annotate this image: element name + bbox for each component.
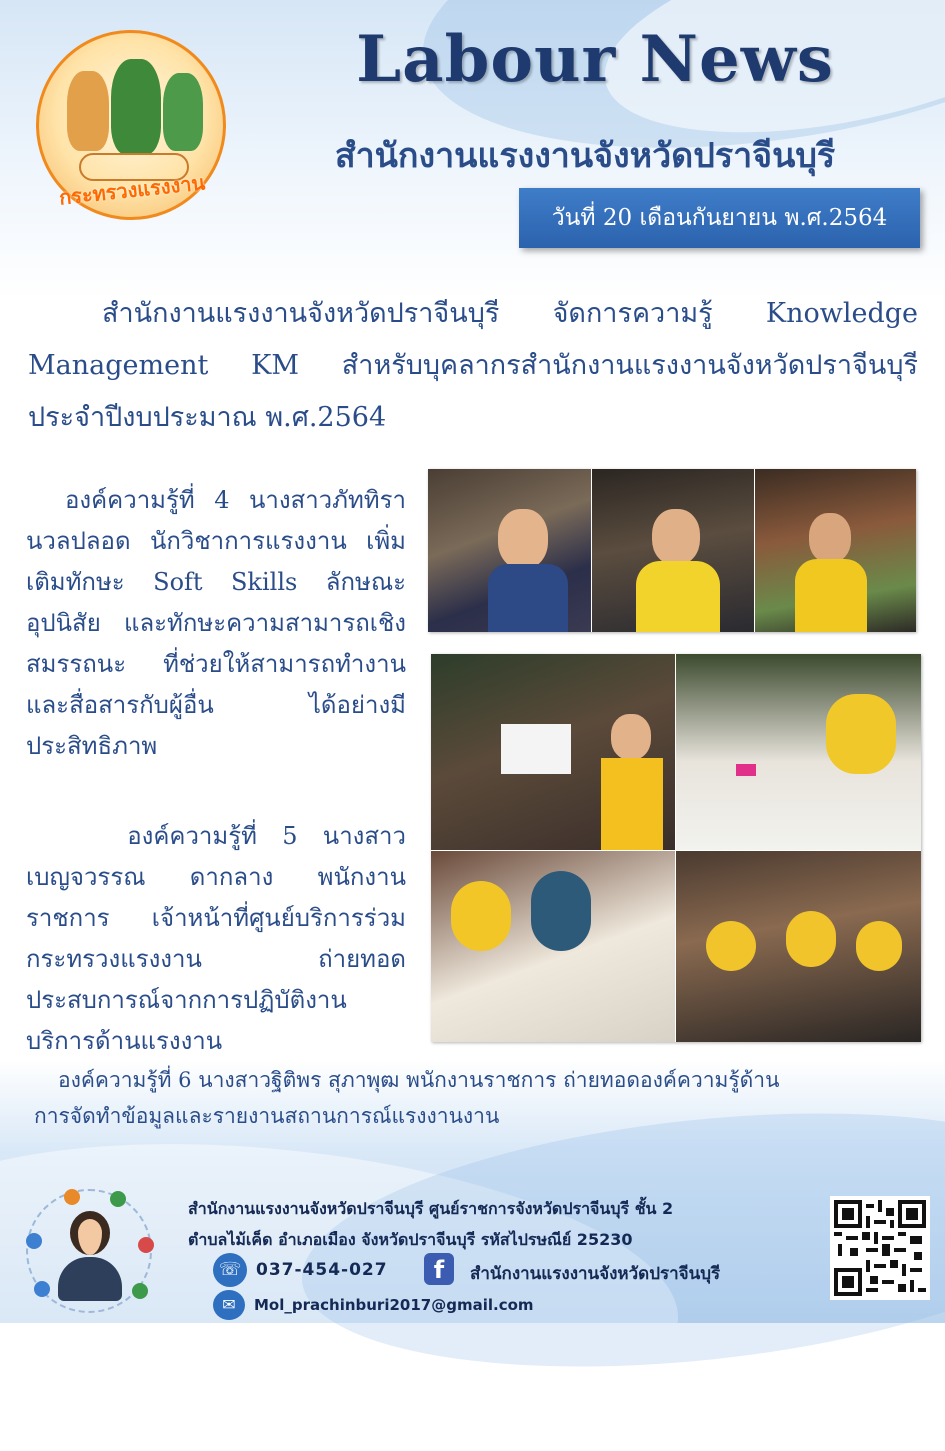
photo-group-presentation <box>431 654 675 850</box>
photo-collage-top <box>428 469 916 632</box>
clock-icon <box>34 1281 50 1297</box>
page-title: Labour News <box>356 22 834 97</box>
facebook-page-name[interactable]: สำนักงานแรงงานจังหวัดปราจีนบุรี <box>470 1264 721 1284</box>
km6-paragraph <box>34 1062 918 1134</box>
photo-speaker-3 <box>755 469 916 632</box>
photo-speaker-2 <box>592 469 754 632</box>
km6-text-line1: องค์ความรู้ที่ 6 นางสาวฐิติพร สุภาพุฒ พนักงานราชการ ถ่ายทอดองค์ความรู้ด้าน <box>58 1068 780 1092</box>
card-icon <box>138 1237 154 1253</box>
deity-figure-right <box>163 73 203 151</box>
phone-icon: ☏ <box>213 1253 247 1287</box>
chat-icon <box>26 1233 42 1249</box>
deity-figure-center <box>111 59 161 155</box>
address-line-2: ตำบลไม้เค็ด อำเภอเมือง จังหวัดปราจีนบุรี รหัสไปรษณีย์ 25230 <box>188 1230 633 1249</box>
photo-group-writing <box>676 654 921 850</box>
qr-code <box>830 1196 930 1300</box>
call-center-illustration <box>20 1185 158 1317</box>
logo-caption: กระทรวงแรงงาน <box>57 170 207 210</box>
tools-icon <box>64 1189 80 1205</box>
km4-paragraph <box>26 480 406 767</box>
page-subtitle: สำนักงานแรงงานจังหวัดปราจีนบุรี <box>334 136 836 176</box>
photo-group-discussion <box>431 851 675 1042</box>
km4-text: องค์ความรู้ที่ 4 นางสาวภัททิรา นวลปลอด นักวิชาการแรงงาน เพิ่มเติมทักษะ Soft Skills ลักษณะอุปนิสัย และทักษะความสามารถเชิงสมรรถนะ ที่ช่วยให้สามารถทำงาน และสื่อสารกับผู้อื่น ได้อย่างมีประสิทธิภาพ <box>26 486 406 760</box>
email-address[interactable]: Mol_prachinburi2017@gmail.com <box>254 1296 534 1314</box>
address-line-1: สำนักงานแรงงานจังหวัดปราจีนบุรี ศูนย์ราชการจังหวัดปราจีนบุรี ชั้น 2 <box>188 1199 674 1218</box>
phone-small-icon <box>132 1283 148 1299</box>
km5-text: องค์ความรู้ที่ 5 นางสาวเบญจวรรณ ดากลาง พนักงานราชการ เจ้าหน้าที่ศูนย์บริการร่วมกระทรวงแรงงาน ถ่ายทอดประสบการณ์จากการปฏิบัติงานบริการด้านแรงงาน <box>26 822 406 1055</box>
km5-paragraph <box>26 816 406 1062</box>
email-icon: ✉ <box>213 1290 245 1320</box>
headline-paragraph <box>28 288 918 444</box>
deity-figure-left <box>67 71 109 151</box>
photo-group-meeting <box>676 851 921 1042</box>
agent-head <box>70 1211 110 1255</box>
date-banner: วันที่ 20 เดือนกันยายน พ.ศ.2564 <box>519 188 920 248</box>
mail-icon <box>110 1191 126 1207</box>
photo-collage-bottom <box>431 654 921 1042</box>
phone-number[interactable]: 037-454-027 <box>256 1260 388 1280</box>
photo-speaker-1 <box>428 469 591 632</box>
facebook-icon: f <box>424 1253 454 1285</box>
km6-text-line2: การจัดทำข้อมูลและรายงานสถานการณ์แรงงานงาน <box>34 1104 500 1128</box>
headline-text: สำนักงานแรงงานจังหวัดปราจีนบุรี จัดการความรู้ Knowledge Management KM สำหรับบุคลากรสำนักงานแรงงานจังหวัดปราจีนบุรี ประจำปีงบประมาณ พ.ศ.2564 <box>28 298 918 433</box>
